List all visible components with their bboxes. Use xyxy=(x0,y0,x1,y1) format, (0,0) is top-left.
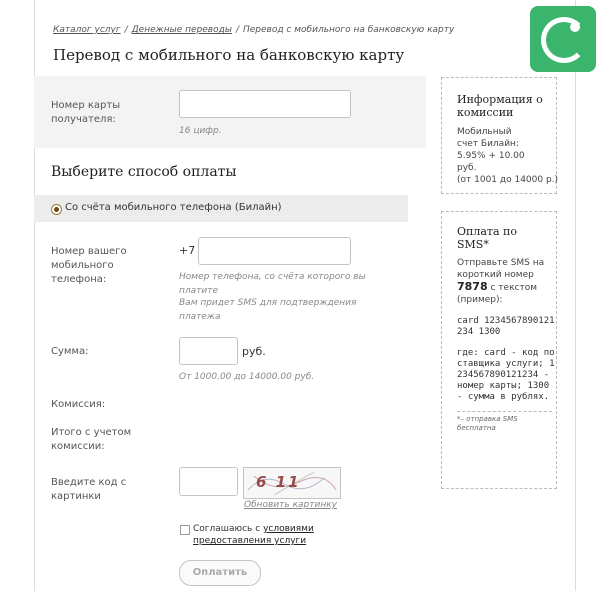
amount-unit: руб. xyxy=(242,345,266,358)
breadcrumb-current: Перевод с мобильного на банковскую карту xyxy=(242,25,455,35)
page-title: Перевод с мобильного на банковскую карту xyxy=(53,46,405,64)
card-number-hint: 16 цифр. xyxy=(179,126,222,136)
phone-input[interactable] xyxy=(198,237,351,265)
captcha-label: Введите код с картинки xyxy=(51,477,127,502)
breadcrumb-separator: / xyxy=(124,25,128,35)
phone-prefix: +7 xyxy=(179,244,196,257)
sberbank-logo-icon xyxy=(530,6,596,72)
commission-label: Комиссия: xyxy=(51,399,106,410)
captcha-text: 6 11 xyxy=(256,473,301,491)
payment-option-label: Со счёта мобильного телефона (Билайн) xyxy=(65,202,282,213)
total-label: Итого с учетом комиссии: xyxy=(51,427,132,452)
agreement-prefix: Соглашаюсь с xyxy=(193,524,261,534)
amount-label: Сумма: xyxy=(51,346,89,357)
breadcrumb-link-catalog[interactable]: Каталог услуг xyxy=(53,25,121,35)
refresh-captcha-link[interactable]: Обновить картинку xyxy=(244,500,337,510)
payment-method-heading: Выберите способ оплаты xyxy=(51,164,237,180)
pay-button[interactable]: Оплатить xyxy=(179,560,261,586)
logo-ring xyxy=(541,17,587,63)
phone-hint: Номер телефона, со счёта которого вы платите xyxy=(179,272,366,296)
sms-info-title: Оплата по SMS* xyxy=(457,225,517,251)
agreement-checkbox[interactable] xyxy=(180,525,190,535)
sms-example: card 1234567890121234 1300 xyxy=(457,316,555,337)
commission-info-title: Информация о комиссии xyxy=(457,93,543,119)
sms-short-number: 7878 xyxy=(457,280,488,293)
captcha-input[interactable] xyxy=(179,467,238,496)
breadcrumb-link-transfers[interactable]: Денежные переводы xyxy=(131,25,232,35)
sms-intro-text: Отправьте SMS на короткий номер xyxy=(457,258,545,280)
agreement-text xyxy=(193,523,393,547)
sms-explanation: где: card - код поставщика услуги; 1234567890121234 - номер карты; 1300 - сумма в рублях. xyxy=(457,348,555,402)
commission-info-box xyxy=(441,77,557,194)
sms-footnote: *– отправка SMS бесплатна xyxy=(457,415,518,432)
payment-option-radio[interactable] xyxy=(51,204,62,215)
card-number-label: Номер карты получателя: xyxy=(51,100,121,125)
terms-link[interactable]: условиями предоставления услуги xyxy=(193,524,314,546)
amount-hint: От 1000.00 до 14000.00 руб. xyxy=(179,372,315,382)
sms-info-intro xyxy=(457,257,555,306)
phone-sms-hint: Вам придет SMS для подтверждения платежа xyxy=(179,298,357,322)
breadcrumb-separator: / xyxy=(235,25,239,35)
logo-dot xyxy=(570,22,580,32)
commission-info-text: Мобильный счет Билайн: 5.95% + 10.00 руб. xyxy=(457,127,525,173)
commission-info-range: (от 1001 до 14000 р.) xyxy=(457,175,559,185)
sms-intro-tail: с текстом (пример): xyxy=(457,283,538,305)
payment-option-row[interactable] xyxy=(34,195,408,222)
phone-label: Номер вашего мобильного телефона: xyxy=(51,246,127,285)
sms-info-box xyxy=(441,211,557,489)
sms-divider xyxy=(457,411,552,412)
amount-input[interactable] xyxy=(179,337,238,365)
breadcrumb xyxy=(53,25,454,35)
card-number-input[interactable] xyxy=(179,90,351,118)
